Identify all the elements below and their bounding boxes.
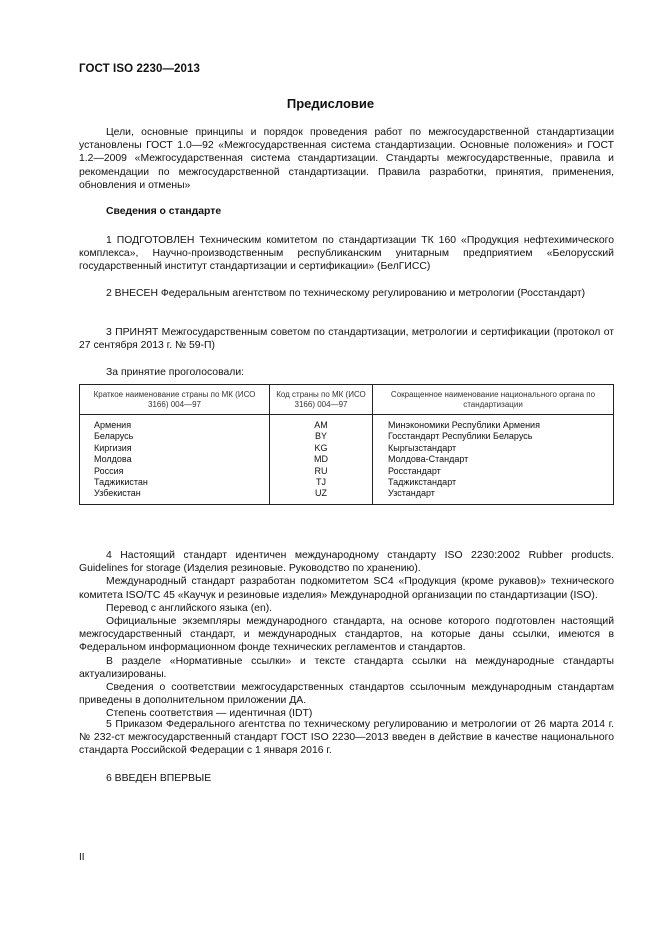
national-body: Узстандарт: [373, 488, 614, 504]
item-3-paragraph: 3 ПРИНЯТ Межгосударственным советом по стандартизации, метрологии и сертификации (протокол от 27 сентября 2013 г. № 59-П): [79, 327, 614, 352]
national-body: Молдова-Стандарт: [373, 454, 614, 465]
country-name: Киргизия: [80, 443, 270, 454]
country-name: Армения: [80, 415, 270, 432]
country-code: UZ: [270, 488, 373, 504]
table-row: [80, 431, 614, 442]
vote-intro: За принятие проголосовали:: [106, 367, 245, 378]
table-row: [80, 466, 614, 477]
national-body: Госстандарт Республики Беларусь: [373, 431, 614, 442]
item-4-references-paragraph: В разделе «Нормативные ссылки» и тексте стандарта ссылки на международные стандарты актуализированы.: [79, 655, 614, 680]
table-row: [80, 443, 614, 454]
voting-table: [79, 384, 614, 505]
item-6-paragraph: 6 ВВЕДЕН ВПЕРВЫЕ: [106, 773, 212, 784]
info-heading: Сведения о стандарте: [106, 206, 222, 217]
page-number: II: [79, 852, 85, 863]
table-row: [80, 454, 614, 465]
item-4-paragraph: 4 Настоящий стандарт идентичен международному стандарту ISO 2230:2002 Rubber products. Guidelines for storage (Изделия резиновые. Руководство по хранению).: [79, 550, 614, 575]
table-row: [80, 488, 614, 504]
table-header-row: [80, 385, 614, 415]
country-name: Узбекистан: [80, 488, 270, 504]
intro-paragraph: Цели, основные принципы и порядок проведения работ по межгосударственной стандартизации установлены ГОСТ 1.0—92 «Межгосударственная система стандартизации. Основные положения» и ГОСТ 1.2—2009 «Межгосударственная система стандартизации. Стандарты межгосударственные, правила и рекомендации по межгосударственной стандартизации. Правила разработки, принятия, применения, обновления и отмены»: [79, 127, 614, 191]
country-name: Россия: [80, 466, 270, 477]
item-4-block: [79, 549, 614, 721]
country-code: MD: [270, 454, 373, 465]
header-country-code: Код страны по МК (ИСО 3166) 004—97: [270, 385, 373, 415]
header-country-name: Краткое наименование страны по МК (ИСО 3166) 004—97: [80, 385, 270, 415]
item-4-origin-paragraph: Международный стандарт разработан подкомитетом SC4 «Продукция (кроме рукавов)» технического комитета ISO/TC 45 «Каучук и резиновые изделия» Международной организации по стандартизации (ISO).: [79, 576, 614, 601]
item-2-paragraph: 2 ВНЕСЕН Федеральным агентством по техническому регулированию и метрологии (Росстандарт): [106, 288, 586, 299]
national-body: Таджикстандарт: [373, 477, 614, 488]
country-name: Таджикистан: [80, 477, 270, 488]
item-4-degree-paragraph: Степень соответствия — идентичная (IDT): [106, 708, 313, 720]
country-code: TJ: [270, 477, 373, 488]
national-body: Минэкономики Республики Армения: [373, 415, 614, 432]
country-code: AM: [270, 415, 373, 432]
table-row: [80, 477, 614, 488]
item-4-translation-paragraph: Перевод с английского языка (en).: [106, 602, 273, 614]
country-name: Беларусь: [80, 431, 270, 442]
country-code: RU: [270, 466, 373, 477]
country-code: KG: [270, 443, 373, 454]
item-1-paragraph: 1 ПОДГОТОВЛЕН Техническим комитетом по стандартизации ТК 160 «Продукция нефтехимического комплекса», Научно-производственным республиканским унитарным предприятием «Белорусский государственный институт стандартизации и сертификации» (БелГИСС): [79, 235, 614, 273]
country-code: BY: [270, 431, 373, 442]
page-title: Предисловие: [286, 96, 375, 111]
item-4-correspondence-paragraph: Сведения о соответствии межгосударственных стандартов ссылочным международным стандартам приведены в дополнительном приложении ДА.: [79, 682, 614, 707]
table-row: [80, 415, 614, 432]
national-body: Кыргызстандарт: [373, 443, 614, 454]
national-body: Росстандарт: [373, 466, 614, 477]
header-national-body: Сокращенное наименование национального органа по стандартизации: [373, 385, 614, 415]
item-4-official-copies-paragraph: Официальные экземпляры международного стандарта, на основе которого подготовлен настоящий межгосударственный стандарт, и международных стандартов, на которые даны ссылки, имеются в Федеральном информационном фонде технических регламентов и стандартов.: [79, 616, 614, 654]
item-5-paragraph: 5 Приказом Федерального агентства по техническому регулированию и метрологии от 26 марта 2014 г. № 232-ст межгосударственный стандарт ГОСТ ISO 2230—2013 введен в действие в качестве национального стандарта Российской Федерации с 1 января 2016 г.: [79, 719, 614, 757]
standard-header: ГОСТ ISO 2230—2013: [79, 63, 201, 75]
country-name: Молдова: [80, 454, 270, 465]
